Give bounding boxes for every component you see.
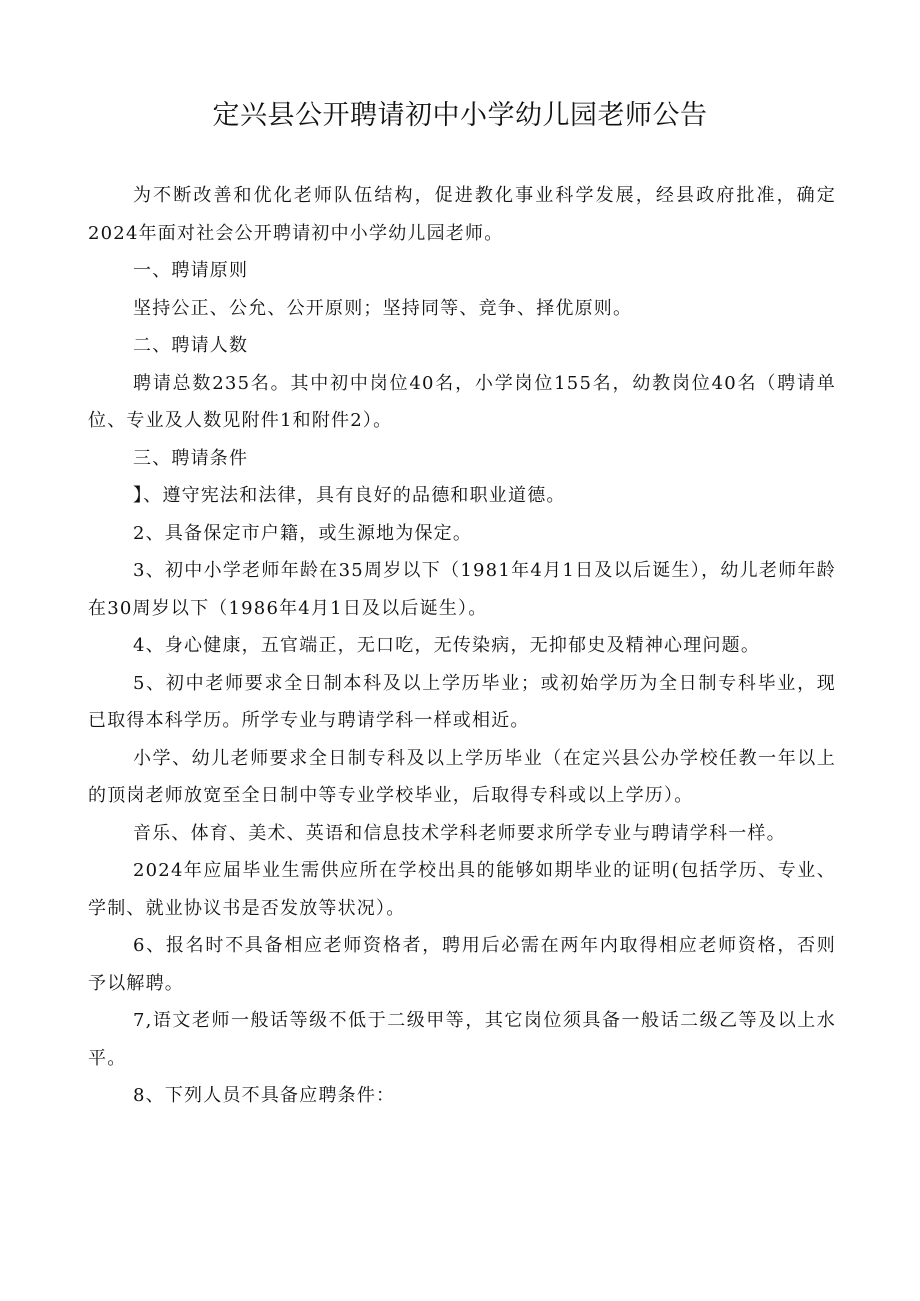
condition-item-5-graduates: 2024年应届毕业生需供应所在学校出具的能够如期毕业的证明(包括学历、专业、学制、就业协议书是否发放等状况）。: [88, 860, 836, 919]
section-heading-numbers: 二、聘请人数: [133, 335, 249, 356]
condition-item-7: 7,语文老师一般话等级不低于二级甲等，其它岗位须具备一般话二级乙等及以上水平。: [88, 1010, 836, 1069]
section-heading-conditions: 三、聘请条件: [133, 447, 249, 469]
condition-item-5-primary: 小学、幼儿老师要求全日制专科及以上学历毕业（在定兴县公办学校任教一年以上的顶岗老师放宽至全日制中等专业学校毕业，后取得专科或以上学历）。: [88, 747, 836, 806]
condition-item-3: 3、初中小学老师年龄在35周岁以下（1981年4月1日及以后诞生），幼儿老师年龄在30周岁以下（1986年4月1日及以后诞生）。: [88, 560, 836, 619]
document-title: 定兴县公开聘请初中小学幼儿园老师公告: [212, 100, 708, 131]
condition-item-1: 】、遵守宪法和法律，具有良好的品德和职业道德。: [133, 485, 566, 506]
condition-item-8: 8、下列人员不具备应聘条件：: [133, 1085, 396, 1106]
principles-paragraph: 坚持公正、公允、公开原则；坚持同等、竞争、择优原则。: [133, 297, 633, 319]
condition-item-2: 2、具备保定市户籍，或生源地为保定。: [133, 522, 473, 544]
numbers-paragraph: 聘请总数235名。其中初中岗位40名，小学岗位155名，幼教岗位40名（聘请单位、专业及人数见附件1和附件2）。: [88, 372, 836, 431]
condition-item-4: 4、身心健康，五官端正，无口吃，无传染病，无抑郁史及精神心理问题。: [133, 635, 761, 656]
section-heading-principles: 一、聘请原则: [133, 260, 249, 281]
condition-item-6: 6、报名时不具备相应老师资格者，聘用后必需在两年内取得相应老师资格，否则予以解聘。: [88, 935, 836, 994]
condition-item-5-specialty: 音乐、体育、美术、英语和信息技术学科老师要求所学专业与聘请学科一样。: [133, 822, 786, 844]
intro-paragraph: 为不断改善和优化老师队伍结构，促进教化事业科学发展，经县政府批准，确定2024年面对社会公开聘请初中小学幼儿园老师。: [88, 185, 836, 244]
condition-item-5: 5、初中老师要求全日制本科及以上学历毕业；或初始学历为全日制专科毕业，现已取得本科学历。所学专业与聘请学科一样或相近。: [88, 672, 836, 731]
document-body: [88, 177, 836, 1115]
